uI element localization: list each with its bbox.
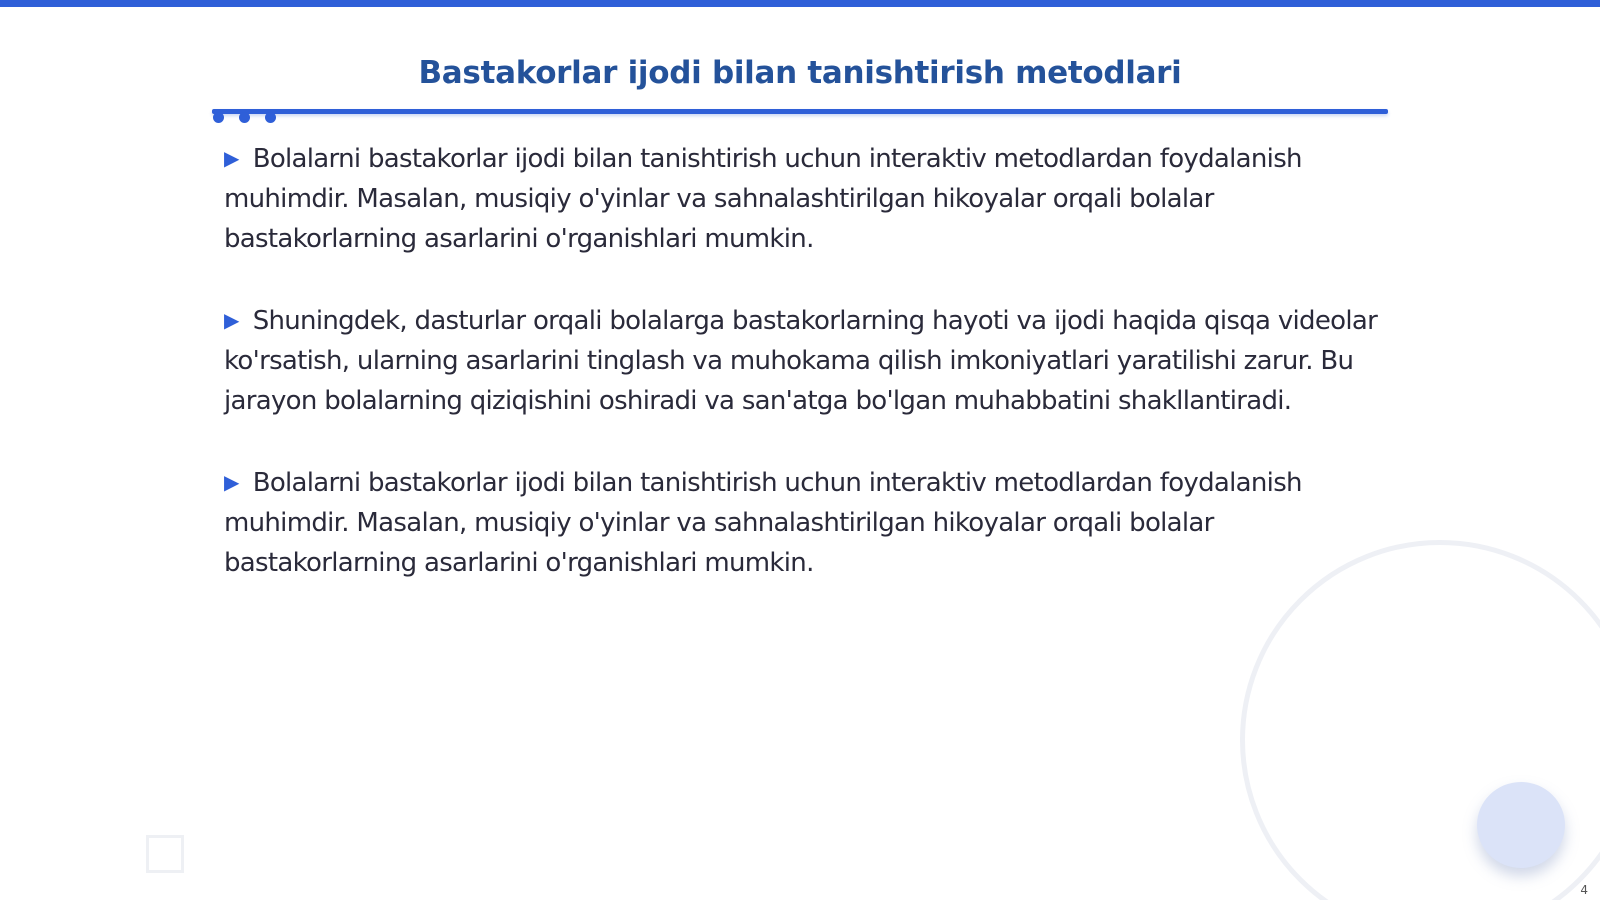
decorative-circle [1477,782,1565,868]
bullet-text: Bolalarni bastakorlar ijodi bilan tanishtirish uchun interaktiv metodlardan foydalanish muhimdir. Masalan, musiqiy o'yinlar va sahnalashtirilgan hikoyalar orqali bolalar bastakorlarning asarlarini o'rganishlari mumkin. [224,468,1302,578]
bullet-text: Bolalarni bastakorlar ijodi bilan tanishtirish uchun interaktiv metodlardan foydalanish muhimdir. Masalan, musiqiy o'yinlar va sahnalashtirilgan hikoyalar orqali bolalar bastakorlarning asarlarini o'rganishlari mumkin. [224,144,1302,254]
bullet-paragraph [224,300,1384,421]
page-number: 4 [1580,883,1588,897]
top-accent-bar [0,0,1600,7]
underline-dot [265,112,276,123]
decorative-square [146,835,184,873]
underline-dot [239,112,250,123]
slide-title: Bastakorlar ijodi bilan tanishtirish metodlari [418,55,1182,91]
underline-dot [213,112,224,123]
bullet-text: Shuningdek, dasturlar orqali bolalarga bastakorlarning hayoti va ijodi haqida qisqa videolar ko'rsatish, ularning asarlarini tinglash va muhokama qilish imkoniyatlari yaratilishi zarur. Bu jarayon bolalarning qiziqishini oshiradi va san'atga bo'lgan muhabbatini shakllantiradi. [224,306,1378,416]
bullet-list [224,138,1384,624]
play-triangle-icon: ▶ [224,308,239,332]
bullet-paragraph [224,138,1384,259]
play-triangle-icon: ▶ [224,146,239,170]
bullet-paragraph [224,462,1384,583]
title-underline [212,109,1388,114]
play-triangle-icon: ▶ [224,470,239,494]
